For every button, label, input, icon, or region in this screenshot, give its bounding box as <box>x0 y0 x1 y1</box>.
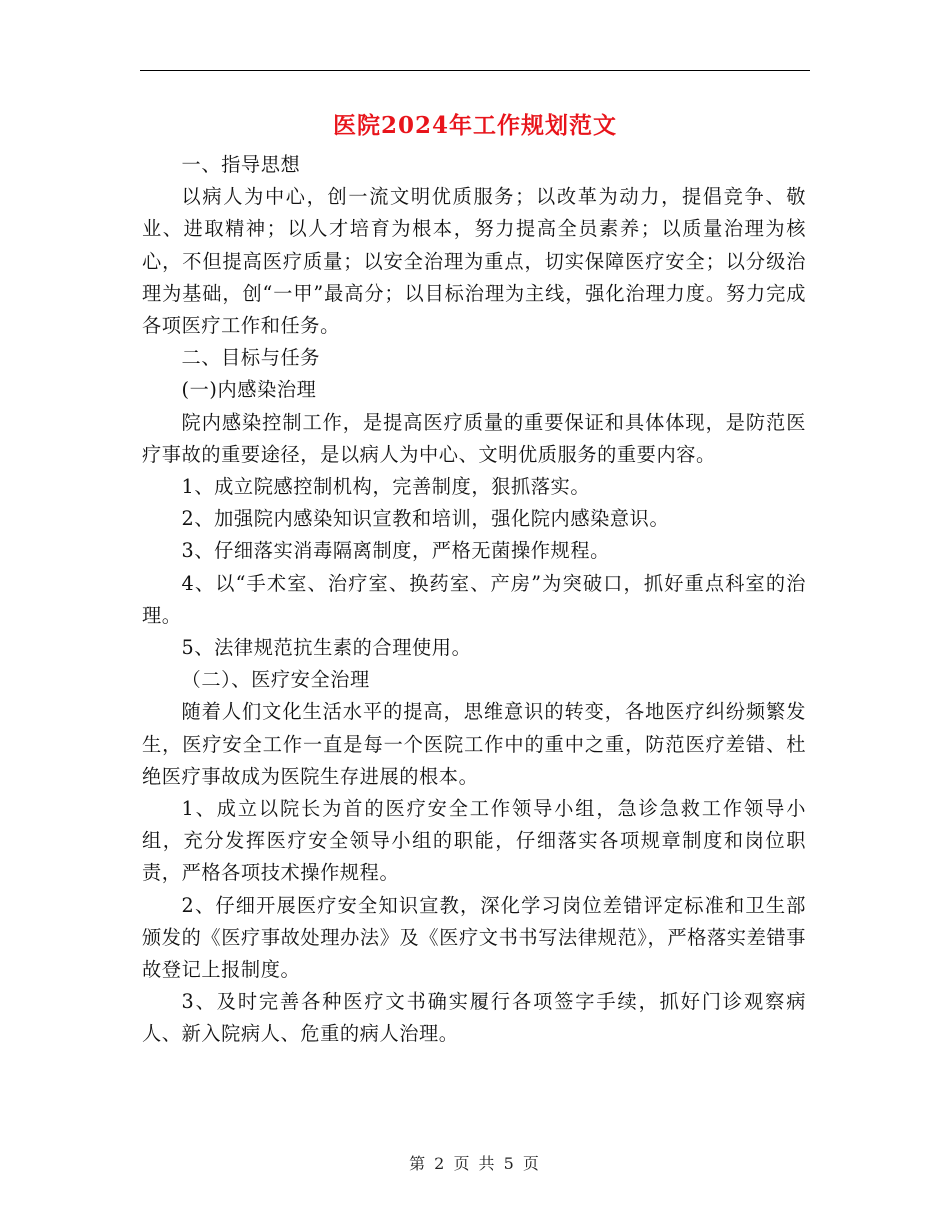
list-item: 4、以“手术室、治疗室、换药室、产房”为突破口，抓好重点科室的治理。 <box>142 571 806 627</box>
list-item: 5、法律规范抗生素的合理使用。 <box>181 636 472 660</box>
page-number-footer: 第 2 页 共 5 页 <box>409 1154 541 1173</box>
document-body <box>142 149 806 1051</box>
subsection-heading: (一)内感染治理 <box>181 378 317 402</box>
list-item: 1、成立以院长为首的医疗安全工作领导小组，急诊急救工作领导小组，充分发挥医疗安全领导小组的职能，仔细落实各项规章制度和岗位职责，严格各项技术操作规程。 <box>142 797 806 885</box>
body-paragraph: 以病人为中心，创一流文明优质服务；以改革为动力，提倡竞争、敬业、进取精神；以人才培育为根本，努力提高全员素养；以质量治理为核心，不但提高医疗质量；以安全治理为重点，切实保障医疗安全；以分级治理为基础，创“一甲”最高分；以目标治理为主线，强化治理力度。努力完成各项医疗工作和任务。 <box>142 185 806 338</box>
list-item: 1、成立院感控制机构，完善制度，狠抓落实。 <box>181 475 591 499</box>
header-rule <box>140 70 810 71</box>
subsection-heading: （二）、医疗安全治理 <box>181 668 370 692</box>
list-item: 2、仔细开展医疗安全知识宣教，深化学习岗位差错评定标准和卫生部颁发的《医疗事故处理办法》及《医疗文书书写法律规范》，严格落实差错事故登记上报制度。 <box>142 893 806 982</box>
list-item: 3、仔细落实消毒隔离制度，严格无菌操作规程。 <box>181 539 610 563</box>
section-heading: 二、目标与任务 <box>181 346 321 370</box>
list-item: 2、加强院内感染知识宣教和培训，强化院内感染意识。 <box>181 507 670 531</box>
body-paragraph: 院内感染控制工作，是提高医疗质量的重要保证和具体体现，是防范医疗事故的重要途径，是以病人为中心、文明优质服务的重要内容。 <box>142 410 806 466</box>
list-item: 3、及时完善各种医疗文书确实履行各项签字手续，抓好门诊观察病人、新入院病人、危重的病人治理。 <box>142 990 806 1046</box>
body-paragraph: 随着人们文化生活水平的提高，思维意识的转变，各地医疗纠纷频繁发生，医疗安全工作一直是每一个医院工作中的重中之重，防范医疗差错、杜绝医疗事故成为医院生存进展的根本。 <box>142 700 806 788</box>
section-heading: 一、指导思想 <box>181 153 301 176</box>
document-title: 医院2024年工作规划范文 <box>332 112 617 139</box>
